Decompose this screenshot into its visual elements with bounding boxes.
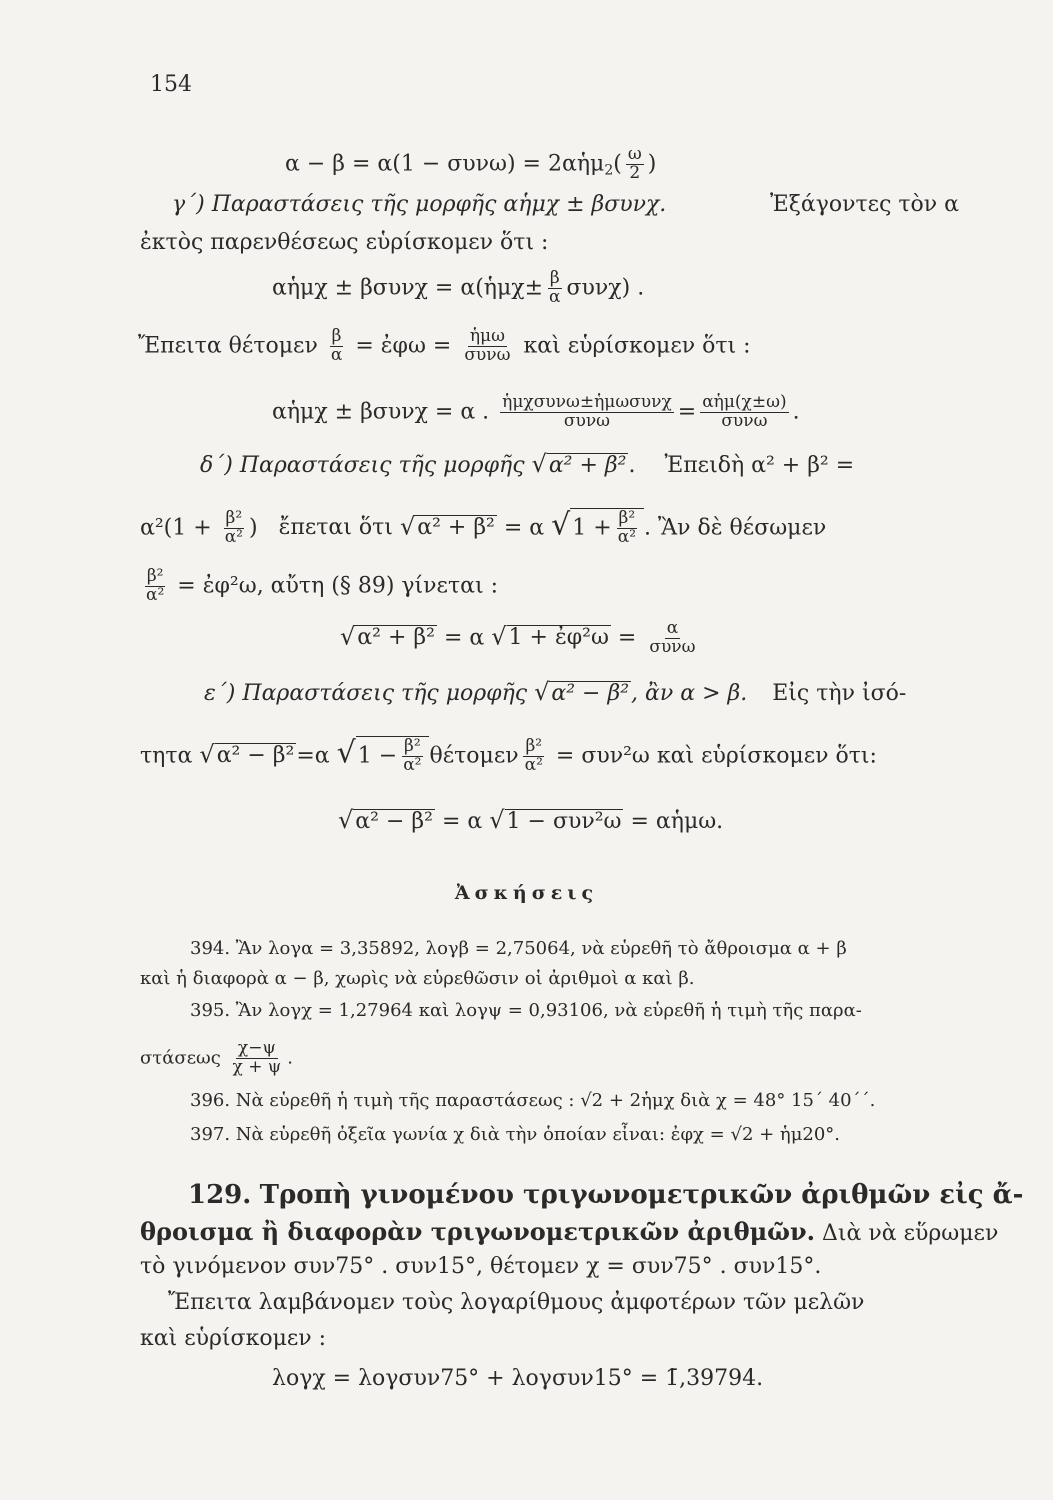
text-ektos: ἐκτὸς παρενθέσεως εὑρίσκομεν ὅτι : — [140, 230, 549, 255]
formula-factor: αἡμχ ± βσυνχ = α(ἡμχ± $\frac{\beta}{\alpha}$ συνχ) . — [272, 268, 645, 307]
exercise-394-line2: καὶ ἡ διαφορὰ α − β, χωρὶς νὰ εὑρεθῶσιν οἱ ἀριθμοὶ α καὶ β. — [140, 968, 695, 989]
section-129-text2: τὸ γινόμενον συν75° . συν15°, θέτομεν χ = συν75° . συν15°. — [140, 1254, 822, 1279]
formula-sin-result: √α² − β² = α √1 − συν²ω = αἡμω. — [338, 806, 724, 834]
section-129-formula: λογχ = λογσυν75° + λογσυν15° = 1̄,39794. — [272, 1366, 764, 1391]
exercise-395-line2: στάσεως $\frac{\chi-\psi}{\chi + \psi}$ . — [140, 1038, 293, 1077]
section-129-text4: καὶ εὑρίσκομεν : — [140, 1326, 327, 1351]
exercise-396: 396. Νὰ εὑρεθῆ ἡ τιμὴ τῆς παραστάσεως : √2 + 2ἡμχ διὰ χ = 48° 15΄ 40΄΄. — [190, 1090, 876, 1111]
fraction-b2-over-a2: $\frac{\text{β²}}{\text{α²}}$ — [224, 508, 243, 547]
fraction-b2-over-a2-4: $\frac{\text{β²}}{\text{α²}}$ — [403, 736, 422, 775]
fraction-b-over-a: $\frac{\beta}{\alpha}$ — [549, 268, 561, 307]
exercise-395-line1: 395. Ἂν λογχ = 1,27964 καὶ λογψ = 0,93106, νὰ εὑρεθῆ ἡ τιμὴ τῆς παρα- — [190, 1000, 862, 1021]
fraction-a-over-synw: $\frac{\alpha}{\text{συνω}}$ — [649, 618, 696, 657]
formula-epsilon: ε΄) Παραστάσεις τῆς μορφῆς √α² − β², ἂν α > β. Εἰς τὴν ἰσό- — [204, 678, 907, 706]
fraction-x-minus-y-over-x-plus-y: $\frac{\chi-\psi}{\chi + \psi}$ — [232, 1038, 282, 1077]
formula-delta: δ΄) Παραστάσεις τῆς μορφῆς √α² + β². Ἐπειδὴ α² + β² = — [200, 450, 855, 478]
formula-tan-sub: $\frac{\text{β²}}{\text{α²}}$ = ἐφ²ω, αὔτη (§ 89) γίνεται : — [146, 566, 499, 605]
fraction-hmw-over-synw: $\frac{\text{ἡμω}}{\text{συνω}}$ — [464, 326, 511, 365]
fraction-b2-over-a2-5: $\frac{\text{β²}}{\text{α²}}$ — [524, 736, 543, 775]
heading-gamma: γ΄) Παραστάσεις τῆς μορφῆς αἡμχ ± βσυνχ. — [172, 192, 667, 217]
formula-sqrt-result: √α² + β² = α √1 + ἐφ²ω = $\frac{\alpha}{\text{συνω}}$ — [340, 618, 696, 657]
exercises-heading: Ἀσκήσεις — [454, 882, 599, 904]
fraction-omega-over-two: $\frac{\omega}{2}$ — [627, 144, 642, 183]
section-129-title-line2: θροισμα ἢ διαφορὰν τριγωνομετρικῶν ἀριθμῶν. Διὰ νὰ εὕρωμεν — [140, 1217, 999, 1246]
section-129-title-line1: 129. Τροπὴ γινομένου τριγωνομετρικῶν ἀριθμῶν εἰς ἄ- — [188, 1180, 1024, 1210]
formula-sum: αἡμχ ± βσυνχ = α . $\frac{\text{ἡμχσυνω±ἡμωσυνχ}}{\text{συνω}}$ = $\frac{\text{αἡμ(χ±ω)}}{\text{συνω}}$ . — [272, 392, 800, 431]
formula-sqrt-a2-minus-b2: τητα √α² − β²=α √1 − $\frac{\text{β²}}{\text{α²}}$ θέτομεν $\frac{\text{β²}}{\text{α²}}$ = συν²ω καὶ εὑρίσκομεν ὅτι: — [140, 735, 877, 775]
formula-substitution: Ἔπειτα θέτομεν $\frac{\beta}{\alpha}$ = ἐφω = $\frac{\text{ἡμω}}{\text{συνω}}$ καὶ εὑρίσκομεν ὅτι : — [138, 326, 751, 365]
formula-alpha-minus-beta: α − β = α(1 − συνω) = 2αἡμ2( $\frac{\omega}{2}$ ) — [285, 144, 657, 183]
fraction-b2-over-a2-3: $\frac{\text{β²}}{\text{α²}}$ — [146, 566, 165, 605]
exercise-397: 397. Νὰ εὑρεθῆ ὀξεῖα γωνία χ διὰ τὴν ὁποίαν εἶναι: ἐφχ = √2 + ἡμ20°. — [190, 1124, 841, 1145]
fraction-expanded: $\frac{\text{ἡμχσυνω±ἡμωσυνχ}}{\text{συνω}}$ — [502, 392, 672, 431]
formula-sqrt-a2b2: α²(1 + $\frac{\text{β²}}{\text{α²}}$ ) ἔπεται ὅτι √α² + β² = α √1 + $\frac{\text{β²}}{\text{α²}}$ . Ἂν δὲ θέσωμεν — [140, 507, 827, 547]
fraction-result: $\frac{\text{αἡμ(χ±ω)}}{\text{συνω}}$ — [702, 392, 787, 431]
page-number: 154 — [150, 72, 192, 97]
fraction-b-over-a-2: $\frac{\beta}{\alpha}$ — [330, 326, 343, 365]
exercise-394-line1: 394. Ἂν λογα = 3,35892, λογβ = 2,75064, νὰ εὑρεθῆ τὸ ἄθροισμα α + β — [190, 938, 847, 959]
section-129-text3: Ἔπειτα λαμβάνομεν τοὺς λογαρίθμους ἀμφοτέρων τῶν μελῶν — [168, 1290, 865, 1315]
text-exagontes: Ἐξάγοντες τὸν α — [770, 192, 960, 217]
fraction-b2-over-a2-2: $\frac{\text{β²}}{\text{α²}}$ — [617, 508, 637, 547]
